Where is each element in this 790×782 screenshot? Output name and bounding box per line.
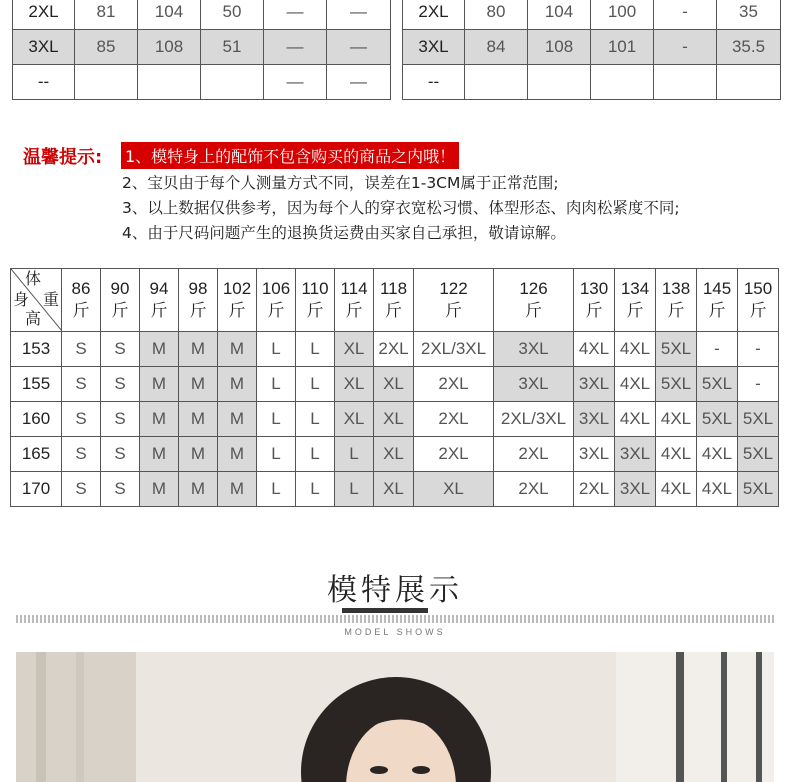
- size-cell: 3XL: [574, 402, 615, 437]
- chart-corner-cell: [11, 269, 62, 332]
- measure-cell: -: [654, 30, 717, 65]
- table-a-row: [13, 0, 391, 30]
- measure-cell: -: [654, 0, 717, 30]
- height-cell: 153: [11, 332, 62, 367]
- size-label-cell: 2XL: [13, 0, 75, 30]
- size-cell: 5XL: [738, 402, 779, 437]
- size-cell: 5XL: [656, 367, 697, 402]
- size-cell: L: [335, 472, 374, 507]
- weight-header-cell: 94 斤: [140, 269, 179, 332]
- measure-cell: 35: [717, 0, 781, 30]
- weight-header-cell: 145 斤: [697, 269, 738, 332]
- size-cell: 2XL: [414, 367, 494, 402]
- size-cell: 2XL: [414, 402, 494, 437]
- size-cell: M: [179, 367, 218, 402]
- size-cell: 3XL: [574, 437, 615, 472]
- measure-cell: [465, 65, 528, 100]
- size-cell: 4XL: [615, 332, 656, 367]
- table-a-row: [13, 30, 391, 65]
- measure-cell: 108: [528, 30, 591, 65]
- height-cell: 160: [11, 402, 62, 437]
- weight-header-cell: 122 斤: [414, 269, 494, 332]
- size-label-cell: --: [13, 65, 75, 100]
- measure-cell: 104: [138, 0, 201, 30]
- size-cell: M: [218, 402, 257, 437]
- size-cell: 2XL/3XL: [414, 332, 494, 367]
- corner-label-top: 体: [25, 271, 42, 288]
- measure-cell: 108: [138, 30, 201, 65]
- size-cell: L: [257, 332, 296, 367]
- size-cell: M: [179, 437, 218, 472]
- size-cell: S: [62, 472, 101, 507]
- tip-line-4: 4、由于尺码问题产生的退换货运费由买家自己承担，敬请谅解。: [122, 224, 566, 242]
- size-cell: M: [218, 437, 257, 472]
- size-chart-row: [11, 437, 779, 472]
- size-cell: L: [257, 402, 296, 437]
- height-cell: 165: [11, 437, 62, 472]
- size-cell: L: [296, 437, 335, 472]
- size-cell: 4XL: [656, 402, 697, 437]
- size-label-cell: 3XL: [13, 30, 75, 65]
- height-weight-size-chart: [10, 268, 779, 507]
- measure-cell: 84: [465, 30, 528, 65]
- size-cell: S: [62, 437, 101, 472]
- corner-label-right: 重: [42, 292, 59, 309]
- size-cell: 3XL: [615, 437, 656, 472]
- size-cell: S: [101, 332, 140, 367]
- table-b-row: [403, 0, 781, 30]
- tips-title: 温馨提示:: [23, 147, 103, 168]
- measure-cell: [528, 65, 591, 100]
- model-photo-illustration: [16, 652, 774, 782]
- size-cell: XL: [335, 402, 374, 437]
- size-cell: L: [257, 472, 296, 507]
- size-cell: 4XL: [656, 437, 697, 472]
- measure-cell: [201, 65, 264, 100]
- size-label-cell: 3XL: [403, 30, 465, 65]
- size-cell: 3XL: [615, 472, 656, 507]
- measure-cell: 104: [528, 0, 591, 30]
- table-b-row: [403, 65, 781, 100]
- weight-header-cell: 106 斤: [257, 269, 296, 332]
- measure-cell: 81: [75, 0, 138, 30]
- size-cell: M: [140, 332, 179, 367]
- measure-cell: 51: [201, 30, 264, 65]
- size-cell: M: [218, 472, 257, 507]
- size-cell: 5XL: [697, 402, 738, 437]
- size-cell: 3XL: [494, 332, 574, 367]
- weight-header-cell: 134 斤: [615, 269, 656, 332]
- size-cell: XL: [374, 367, 414, 402]
- size-cell: XL: [335, 332, 374, 367]
- weight-header-cell: 86 斤: [62, 269, 101, 332]
- size-cell: 4XL: [615, 367, 656, 402]
- tip-line-2: 2、宝贝由于每个人测量方式不同，误差在1-3CM属于正常范围;: [122, 174, 559, 192]
- weight-header-cell: 102 斤: [218, 269, 257, 332]
- measure-cell: 100: [591, 0, 654, 30]
- size-cell: 4XL: [574, 332, 615, 367]
- weight-header-cell: 90 斤: [101, 269, 140, 332]
- size-cell: -: [738, 367, 779, 402]
- weight-header-cell: 130 斤: [574, 269, 615, 332]
- size-cell: M: [179, 472, 218, 507]
- size-cell: M: [140, 367, 179, 402]
- size-cell: L: [257, 367, 296, 402]
- size-cell: M: [179, 332, 218, 367]
- size-cell: S: [62, 332, 101, 367]
- size-cell: 2XL: [494, 437, 574, 472]
- size-cell: S: [101, 472, 140, 507]
- measure-cell: [138, 65, 201, 100]
- size-cell: M: [140, 472, 179, 507]
- size-cell: 4XL: [697, 437, 738, 472]
- size-cell: 5XL: [738, 472, 779, 507]
- size-cell: XL: [374, 472, 414, 507]
- size-cell: M: [140, 437, 179, 472]
- measure-cell: —: [327, 65, 391, 100]
- size-cell: XL: [414, 472, 494, 507]
- size-cell: 4XL: [615, 402, 656, 437]
- height-cell: 170: [11, 472, 62, 507]
- size-cell: 4XL: [697, 472, 738, 507]
- measure-cell: 101: [591, 30, 654, 65]
- size-table-left: [12, 0, 391, 100]
- measure-cell: [591, 65, 654, 100]
- size-cell: XL: [374, 402, 414, 437]
- measure-cell: 85: [75, 30, 138, 65]
- tip-line-1: 1、模特身上的配饰不包含购买的商品之内哦！: [121, 142, 459, 169]
- measure-cell: —: [327, 30, 391, 65]
- size-label-cell: 2XL: [403, 0, 465, 30]
- measure-cell: 50: [201, 0, 264, 30]
- size-cell: M: [218, 367, 257, 402]
- size-label-cell: --: [403, 65, 465, 100]
- measure-cell: [75, 65, 138, 100]
- size-cell: L: [257, 437, 296, 472]
- size-cell: XL: [374, 437, 414, 472]
- measure-cell: 80: [465, 0, 528, 30]
- weight-header-cell: 150 斤: [738, 269, 779, 332]
- size-cell: M: [218, 332, 257, 367]
- size-cell: L: [296, 402, 335, 437]
- table-a-row: [13, 65, 391, 100]
- size-cell: 2XL: [494, 472, 574, 507]
- section-subtitle: MODEL SHOWS: [344, 627, 446, 637]
- size-cell: 5XL: [656, 332, 697, 367]
- corner-label-bottom: 高: [25, 311, 42, 328]
- measure-cell: [717, 65, 781, 100]
- size-cell: 5XL: [697, 367, 738, 402]
- weight-header-cell: 98 斤: [179, 269, 218, 332]
- size-cell: M: [140, 402, 179, 437]
- section-title: 模特展示: [327, 573, 463, 608]
- size-cell: -: [738, 332, 779, 367]
- size-cell: L: [335, 437, 374, 472]
- size-cell: S: [101, 437, 140, 472]
- size-cell: 4XL: [656, 472, 697, 507]
- size-cell: 2XL/3XL: [494, 402, 574, 437]
- size-chart-row: [11, 367, 779, 402]
- weight-header-cell: 114 斤: [335, 269, 374, 332]
- size-cell: S: [62, 367, 101, 402]
- corner-label-left: 身: [13, 292, 30, 309]
- model-photo: [16, 652, 774, 782]
- size-table-right: [402, 0, 781, 100]
- size-chart-row: [11, 332, 779, 367]
- measure-cell: —: [264, 30, 327, 65]
- table-b-row: [403, 30, 781, 65]
- weight-header-cell: 126 斤: [494, 269, 574, 332]
- weight-header-cell: 118 斤: [374, 269, 414, 332]
- model-shows-header: [0, 565, 790, 645]
- size-cell: -: [697, 332, 738, 367]
- size-chart-row: [11, 402, 779, 437]
- size-cell: 3XL: [494, 367, 574, 402]
- tip-line-3: 3、以上数据仅供参考，因为每个人的穿衣宽松习惯、体型形态、肉肉松紧度不同;: [122, 199, 680, 217]
- height-cell: 155: [11, 367, 62, 402]
- size-cell: L: [296, 332, 335, 367]
- size-cell: XL: [335, 367, 374, 402]
- size-cell: 5XL: [738, 437, 779, 472]
- section-title-underline: [342, 608, 428, 613]
- measure-cell: —: [264, 65, 327, 100]
- size-cell: L: [296, 472, 335, 507]
- size-cell: L: [296, 367, 335, 402]
- measure-cell: [654, 65, 717, 100]
- size-cell: 2XL: [414, 437, 494, 472]
- measure-cell: —: [327, 0, 391, 30]
- measure-cell: 35.5: [717, 30, 781, 65]
- size-chart-row: [11, 472, 779, 507]
- size-cell: 3XL: [574, 367, 615, 402]
- size-cell: S: [62, 402, 101, 437]
- weight-header-cell: 110 斤: [296, 269, 335, 332]
- section-divider: [16, 615, 774, 623]
- size-cell: S: [101, 402, 140, 437]
- tips-block: [0, 140, 790, 250]
- weight-header-cell: 138 斤: [656, 269, 697, 332]
- size-cell: 2XL: [574, 472, 615, 507]
- size-cell: S: [101, 367, 140, 402]
- size-cell: 2XL: [374, 332, 414, 367]
- measure-cell: —: [264, 0, 327, 30]
- size-cell: M: [179, 402, 218, 437]
